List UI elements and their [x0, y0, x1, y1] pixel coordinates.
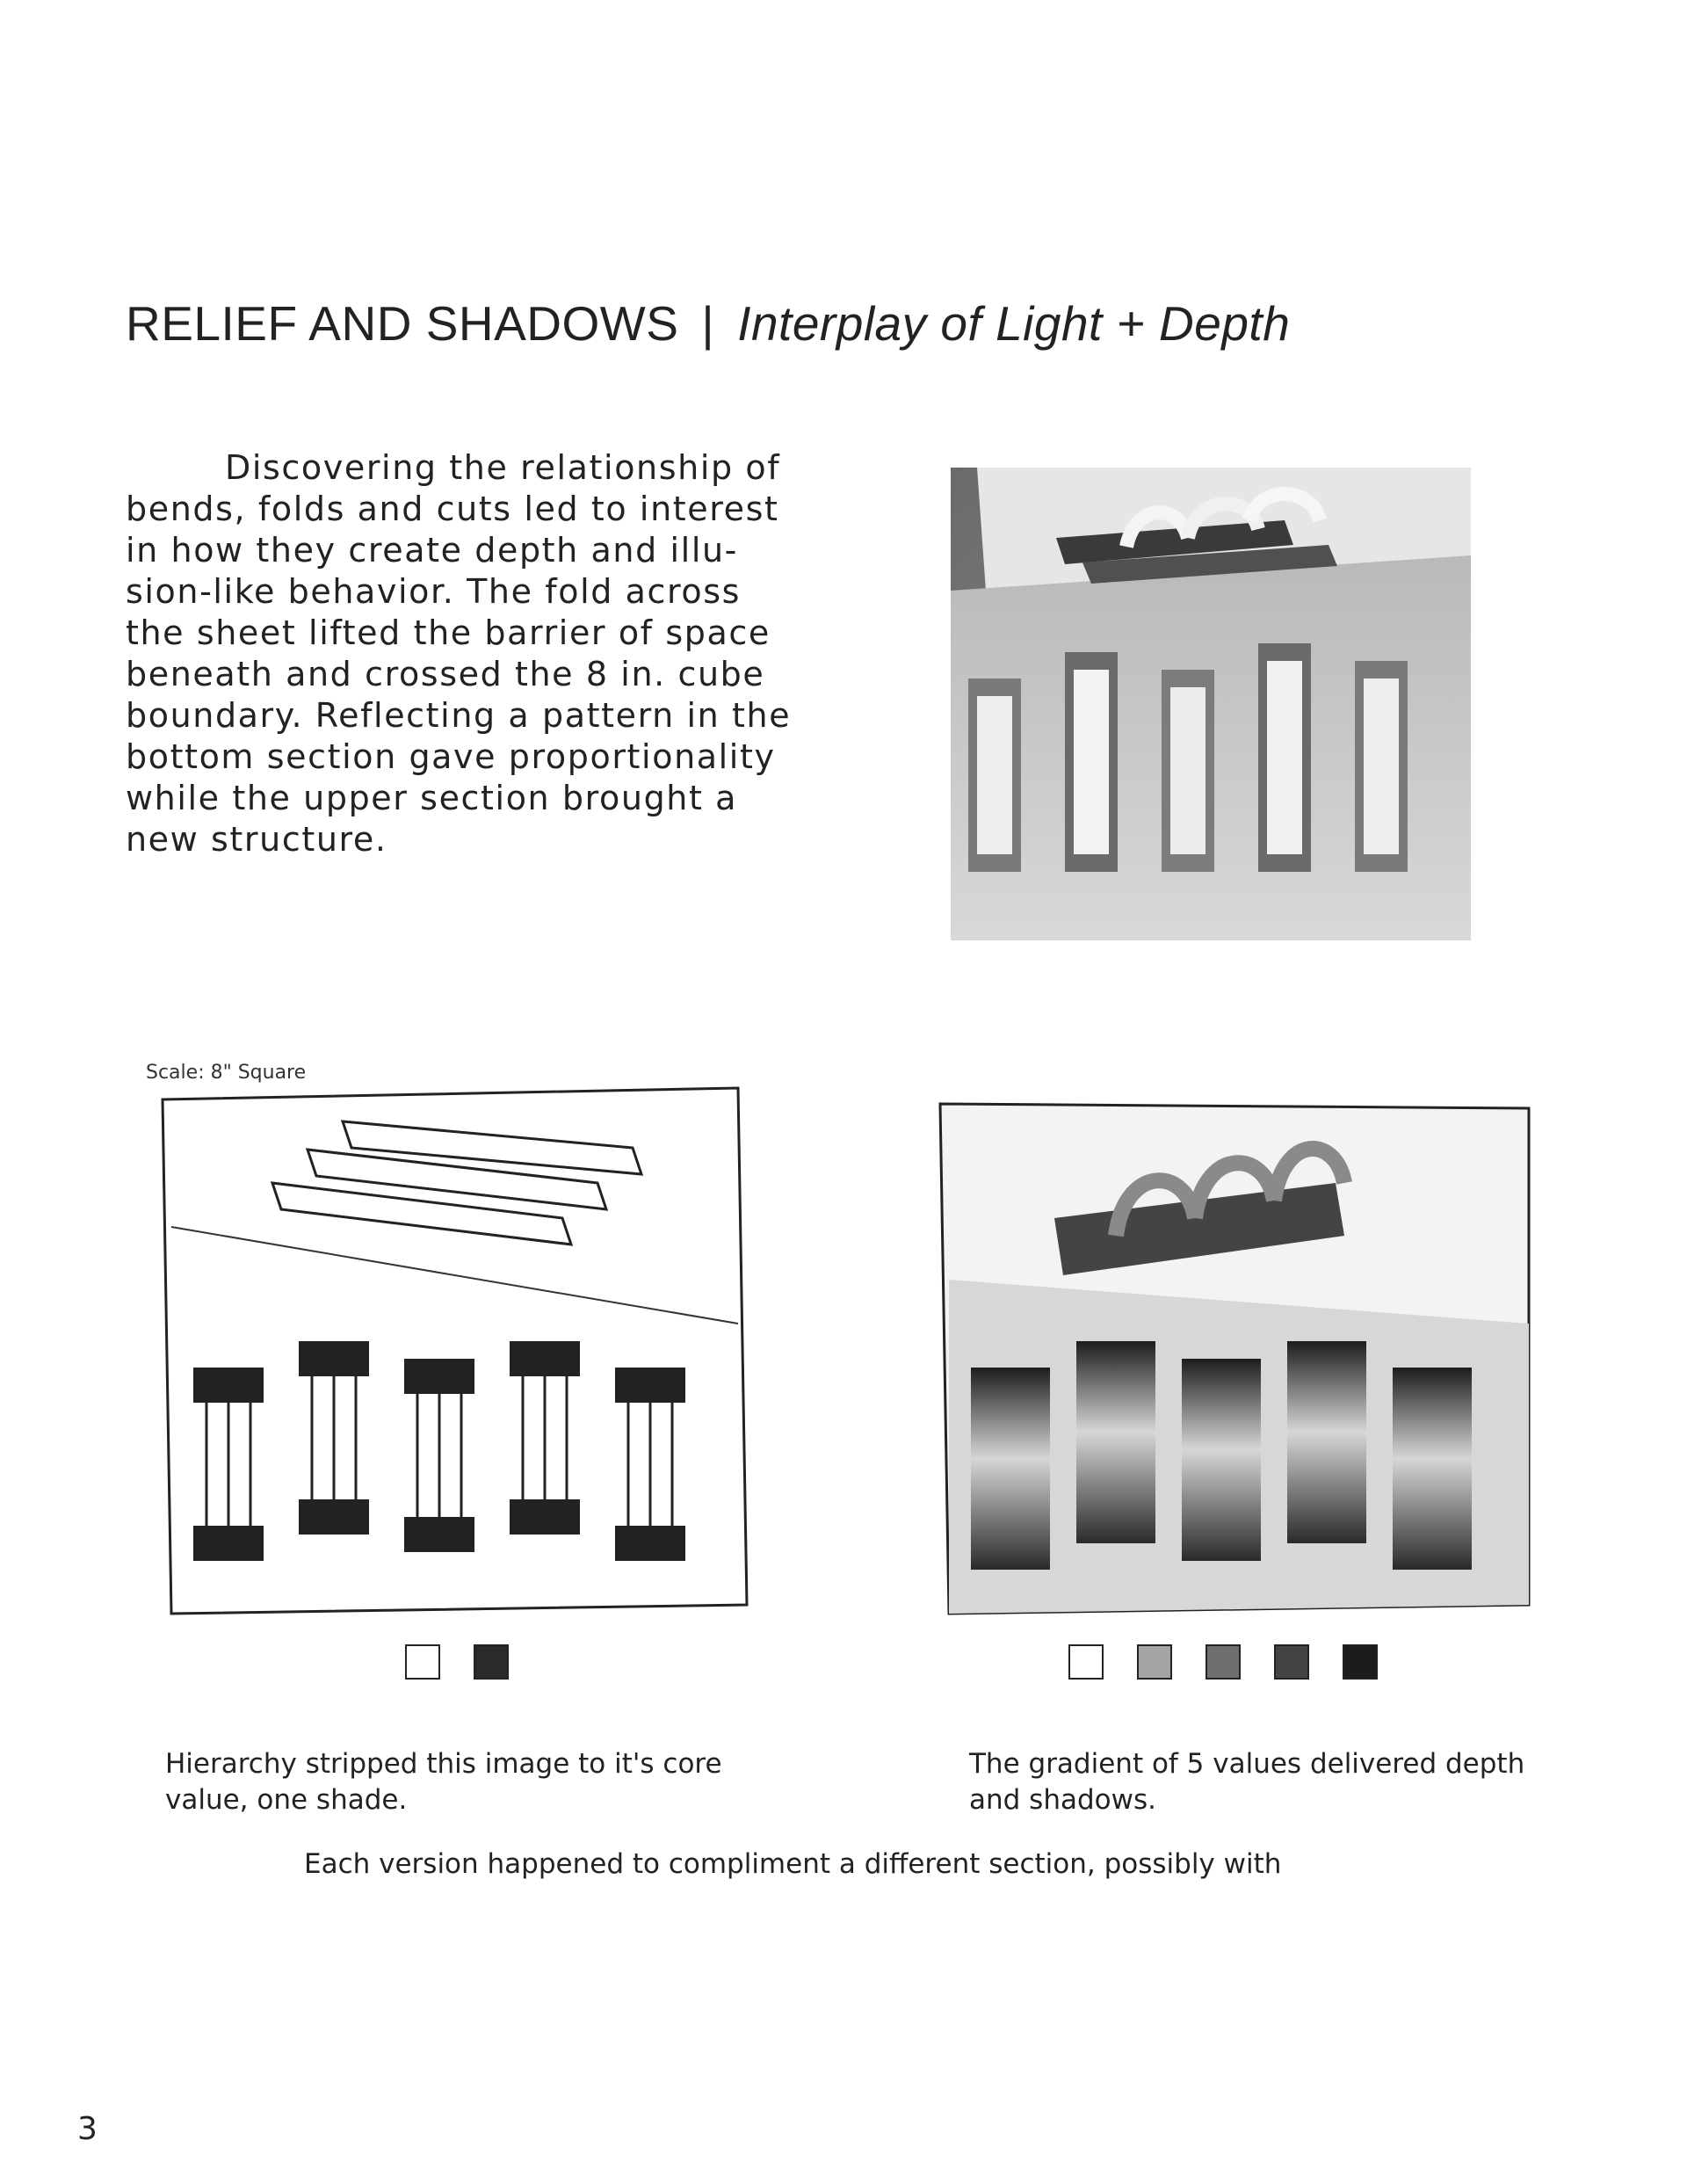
one-shade-swatches [405, 1644, 542, 1685]
intro-line: sion-like behavior. The fold across [126, 572, 742, 611]
page-number: 3 [77, 2111, 98, 2147]
title-separator: | [701, 296, 715, 351]
caption-line: The gradient of 5 values delivered depth [969, 1748, 1525, 1780]
gradient-drawing [923, 1086, 1555, 1624]
title-subtitle: Interplay of Light + Depth [737, 296, 1291, 351]
scale-label: Scale: 8" Square [146, 1062, 307, 1084]
swatch-value-5 [1343, 1644, 1378, 1680]
caption-line: Hierarchy stripped this image to it's core [165, 1748, 722, 1780]
intro-line: while the upper section brought a [126, 779, 738, 817]
one-shade-drawing [141, 1086, 812, 1624]
one-shade-caption [165, 1746, 722, 1818]
intro-line: boundary. Reflecting a pattern in the [126, 696, 792, 735]
intro-line: bottom section gave proportionality [126, 737, 776, 776]
intro-line: Discovering the relationship of [225, 448, 781, 487]
title-main: RELIEF AND SHADOWS [126, 296, 679, 351]
swatch-value-1 [1068, 1644, 1104, 1680]
swatch-value-2 [1137, 1644, 1172, 1680]
gradient-swatches [1068, 1644, 1411, 1685]
caption-line: value, one shade. [165, 1784, 408, 1816]
intro-line: the sheet lifted the barrier of space [126, 613, 771, 652]
intro-line: in how they create depth and illu- [126, 531, 738, 570]
relief-model-photo [951, 468, 1471, 940]
intro-line: new structure. [126, 820, 387, 859]
swatch-value-3 [1206, 1644, 1241, 1680]
swatch-value-4 [1274, 1644, 1309, 1680]
gradient-caption [969, 1746, 1524, 1818]
caption-line: and shadows. [969, 1784, 1156, 1816]
footer-note: Each version happened to compliment a different section, possibly with [304, 1848, 1282, 1880]
intro-line: beneath and crossed the 8 in. cube [126, 655, 765, 693]
page-title [126, 295, 1290, 352]
swatch-white [405, 1644, 440, 1680]
intro-line: bends, folds and cuts led to interest [126, 490, 779, 528]
intro-paragraph [126, 447, 793, 860]
swatch-dark [474, 1644, 509, 1680]
